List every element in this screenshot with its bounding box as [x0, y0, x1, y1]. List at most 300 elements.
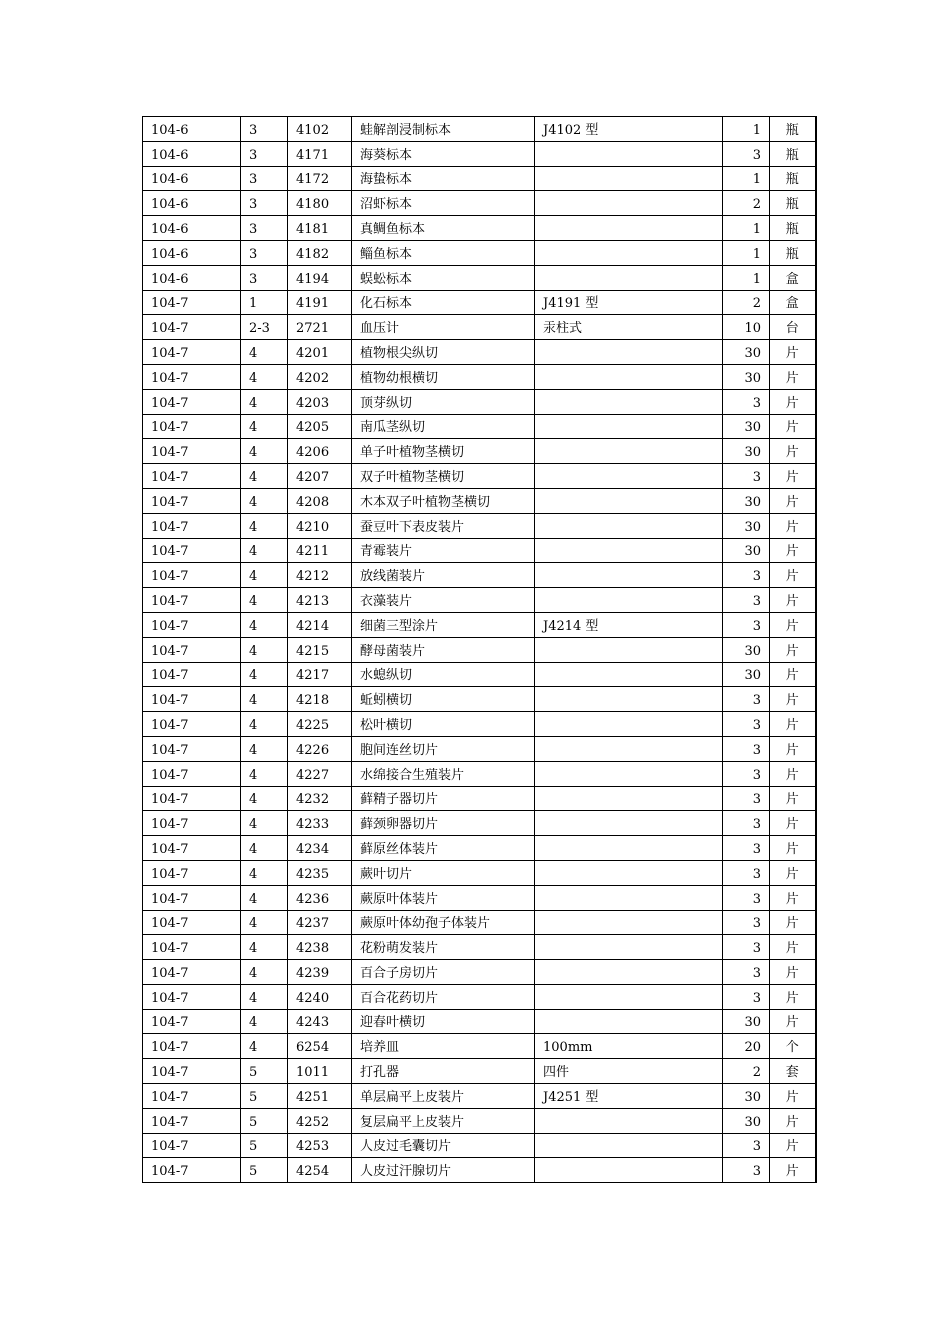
- quantity-cell: 1: [723, 265, 770, 290]
- name-cell: 沼虾标本: [352, 191, 535, 216]
- name-cell: 人皮过毛囊切片: [352, 1133, 535, 1158]
- spec-cell: [535, 1108, 723, 1133]
- code-cell: 4225: [288, 712, 352, 737]
- spec-cell: [535, 141, 723, 166]
- spec-cell: [535, 488, 723, 513]
- grade-cell: 4: [241, 588, 288, 613]
- grade-cell: 4: [241, 836, 288, 861]
- name-cell: 细菌三型涂片: [352, 612, 535, 637]
- name-cell: 百合子房切片: [352, 960, 535, 985]
- code-cell: 4234: [288, 836, 352, 861]
- code-cell: 4217: [288, 662, 352, 687]
- section-cell: 104-7: [143, 662, 241, 687]
- name-cell: 藓精子器切片: [352, 786, 535, 811]
- quantity-cell: 2: [723, 290, 770, 315]
- name-cell: 真鲷鱼标本: [352, 216, 535, 241]
- unit-cell: 片: [770, 464, 816, 489]
- table-row: [143, 364, 816, 389]
- grade-cell: 4: [241, 960, 288, 985]
- name-cell: 植物根尖纵切: [352, 340, 535, 365]
- code-cell: 4243: [288, 1009, 352, 1034]
- grade-cell: 4: [241, 687, 288, 712]
- code-cell: 4237: [288, 910, 352, 935]
- table-row: [143, 1009, 816, 1034]
- spec-cell: [535, 960, 723, 985]
- code-cell: 4239: [288, 960, 352, 985]
- unit-cell: 片: [770, 488, 816, 513]
- unit-cell: 片: [770, 960, 816, 985]
- table-row: [143, 1133, 816, 1158]
- name-cell: 南瓜茎纵切: [352, 414, 535, 439]
- table-row: [143, 315, 816, 340]
- unit-cell: 台: [770, 315, 816, 340]
- section-cell: 104-7: [143, 1133, 241, 1158]
- name-cell: 海蛰标本: [352, 166, 535, 191]
- unit-cell: 片: [770, 563, 816, 588]
- table-row: [143, 265, 816, 290]
- spec-cell: [535, 166, 723, 191]
- section-cell: 104-7: [143, 612, 241, 637]
- table-row: [143, 786, 816, 811]
- spec-cell: [535, 885, 723, 910]
- quantity-cell: 3: [723, 464, 770, 489]
- grade-cell: 4: [241, 563, 288, 588]
- unit-cell: 片: [770, 364, 816, 389]
- quantity-cell: 3: [723, 935, 770, 960]
- quantity-cell: 2: [723, 191, 770, 216]
- grade-cell: 4: [241, 637, 288, 662]
- name-cell: 单子叶植物茎横切: [352, 439, 535, 464]
- code-cell: 4201: [288, 340, 352, 365]
- spec-cell: [535, 836, 723, 861]
- grade-cell: 4: [241, 712, 288, 737]
- quantity-cell: 30: [723, 439, 770, 464]
- code-cell: 4194: [288, 265, 352, 290]
- spec-cell: J4191 型: [535, 290, 723, 315]
- spec-cell: [535, 216, 723, 241]
- spec-cell: [535, 910, 723, 935]
- quantity-cell: 1: [723, 166, 770, 191]
- unit-cell: 片: [770, 637, 816, 662]
- grade-cell: 4: [241, 984, 288, 1009]
- quantity-cell: 1: [723, 216, 770, 241]
- unit-cell: 片: [770, 860, 816, 885]
- section-cell: 104-7: [143, 1108, 241, 1133]
- grade-cell: 4: [241, 414, 288, 439]
- table-row: [143, 141, 816, 166]
- grade-cell: 4: [241, 364, 288, 389]
- section-cell: 104-7: [143, 687, 241, 712]
- spec-cell: [535, 191, 723, 216]
- quantity-cell: 3: [723, 1133, 770, 1158]
- spec-cell: [535, 786, 723, 811]
- section-cell: 104-7: [143, 761, 241, 786]
- code-cell: 4232: [288, 786, 352, 811]
- table-row: [143, 836, 816, 861]
- quantity-cell: 3: [723, 588, 770, 613]
- table-row: [143, 811, 816, 836]
- table-body: [143, 117, 816, 1183]
- grade-cell: 4: [241, 811, 288, 836]
- grade-cell: 4: [241, 389, 288, 414]
- quantity-cell: 1: [723, 117, 770, 142]
- section-cell: 104-7: [143, 364, 241, 389]
- section-cell: 104-6: [143, 216, 241, 241]
- table-row: [143, 166, 816, 191]
- unit-cell: 片: [770, 1084, 816, 1109]
- spec-cell: [535, 340, 723, 365]
- spec-cell: J4102 型: [535, 117, 723, 142]
- unit-cell: 瓶: [770, 216, 816, 241]
- section-cell: 104-6: [143, 265, 241, 290]
- grade-cell: 5: [241, 1084, 288, 1109]
- section-cell: 104-6: [143, 117, 241, 142]
- code-cell: 4207: [288, 464, 352, 489]
- section-cell: 104-7: [143, 1158, 241, 1183]
- grade-cell: 5: [241, 1133, 288, 1158]
- table-row: [143, 488, 816, 513]
- code-cell: 4213: [288, 588, 352, 613]
- table-row: [143, 687, 816, 712]
- inventory-table: [142, 116, 817, 1183]
- quantity-cell: 3: [723, 687, 770, 712]
- spec-cell: [535, 1158, 723, 1183]
- section-cell: 104-7: [143, 290, 241, 315]
- name-cell: 花粉萌发装片: [352, 935, 535, 960]
- table-row: [143, 637, 816, 662]
- quantity-cell: 30: [723, 662, 770, 687]
- table-row: [143, 935, 816, 960]
- grade-cell: 3: [241, 117, 288, 142]
- spec-cell: [535, 513, 723, 538]
- unit-cell: 片: [770, 1158, 816, 1183]
- code-cell: 4226: [288, 736, 352, 761]
- spec-cell: [535, 389, 723, 414]
- table-row: [143, 1084, 816, 1109]
- section-cell: 104-6: [143, 191, 241, 216]
- section-cell: 104-7: [143, 736, 241, 761]
- table-row: [143, 117, 816, 142]
- table-row: [143, 960, 816, 985]
- quantity-cell: 30: [723, 637, 770, 662]
- grade-cell: 4: [241, 662, 288, 687]
- unit-cell: 片: [770, 414, 816, 439]
- quantity-cell: 3: [723, 860, 770, 885]
- name-cell: 胞间连丝切片: [352, 736, 535, 761]
- spec-cell: [535, 662, 723, 687]
- unit-cell: 瓶: [770, 117, 816, 142]
- spec-cell: [535, 240, 723, 265]
- name-cell: 鲻鱼标本: [352, 240, 535, 265]
- section-cell: 104-7: [143, 960, 241, 985]
- spec-cell: [535, 265, 723, 290]
- unit-cell: 片: [770, 811, 816, 836]
- unit-cell: 片: [770, 1009, 816, 1034]
- spec-cell: [535, 563, 723, 588]
- code-cell: 1011: [288, 1059, 352, 1084]
- grade-cell: 4: [241, 910, 288, 935]
- name-cell: 青霉装片: [352, 538, 535, 563]
- grade-cell: 3: [241, 166, 288, 191]
- name-cell: 水绵接合生殖装片: [352, 761, 535, 786]
- section-cell: 104-7: [143, 1084, 241, 1109]
- unit-cell: 片: [770, 935, 816, 960]
- quantity-cell: 3: [723, 761, 770, 786]
- unit-cell: 盒: [770, 265, 816, 290]
- quantity-cell: 3: [723, 712, 770, 737]
- unit-cell: 片: [770, 736, 816, 761]
- name-cell: 血压计: [352, 315, 535, 340]
- unit-cell: 个: [770, 1034, 816, 1059]
- code-cell: 4238: [288, 935, 352, 960]
- name-cell: 化石标本: [352, 290, 535, 315]
- quantity-cell: 2: [723, 1059, 770, 1084]
- name-cell: 单层扁平上皮装片: [352, 1084, 535, 1109]
- quantity-cell: 3: [723, 885, 770, 910]
- name-cell: 顶芽纵切: [352, 389, 535, 414]
- quantity-cell: 30: [723, 364, 770, 389]
- grade-cell: 5: [241, 1158, 288, 1183]
- unit-cell: 片: [770, 538, 816, 563]
- unit-cell: 片: [770, 836, 816, 861]
- name-cell: 人皮过汗腺切片: [352, 1158, 535, 1183]
- unit-cell: 片: [770, 1133, 816, 1158]
- spec-cell: [535, 761, 723, 786]
- grade-cell: 3: [241, 240, 288, 265]
- code-cell: 4211: [288, 538, 352, 563]
- code-cell: 4251: [288, 1084, 352, 1109]
- spec-cell: J4251 型: [535, 1084, 723, 1109]
- quantity-cell: 3: [723, 389, 770, 414]
- quantity-cell: 3: [723, 960, 770, 985]
- code-cell: 4214: [288, 612, 352, 637]
- code-cell: 4212: [288, 563, 352, 588]
- quantity-cell: 3: [723, 786, 770, 811]
- table-row: [143, 290, 816, 315]
- grade-cell: 4: [241, 736, 288, 761]
- table-row: [143, 389, 816, 414]
- unit-cell: 瓶: [770, 240, 816, 265]
- table-row: [143, 712, 816, 737]
- inventory-table-container: [142, 116, 815, 1183]
- section-cell: 104-7: [143, 488, 241, 513]
- quantity-cell: 20: [723, 1034, 770, 1059]
- unit-cell: 瓶: [770, 141, 816, 166]
- spec-cell: [535, 1009, 723, 1034]
- section-cell: 104-7: [143, 414, 241, 439]
- quantity-cell: 3: [723, 1158, 770, 1183]
- grade-cell: 4: [241, 340, 288, 365]
- table-row: [143, 984, 816, 1009]
- unit-cell: 片: [770, 712, 816, 737]
- unit-cell: 片: [770, 786, 816, 811]
- table-row: [143, 761, 816, 786]
- section-cell: 104-7: [143, 712, 241, 737]
- table-row: [143, 910, 816, 935]
- code-cell: 4206: [288, 439, 352, 464]
- spec-cell: [535, 538, 723, 563]
- code-cell: 4203: [288, 389, 352, 414]
- table-row: [143, 414, 816, 439]
- name-cell: 百合花药切片: [352, 984, 535, 1009]
- grade-cell: 5: [241, 1108, 288, 1133]
- section-cell: 104-7: [143, 910, 241, 935]
- unit-cell: 片: [770, 389, 816, 414]
- table-row: [143, 513, 816, 538]
- code-cell: 4181: [288, 216, 352, 241]
- name-cell: 蚯蚓横切: [352, 687, 535, 712]
- name-cell: 木本双子叶植物茎横切: [352, 488, 535, 513]
- section-cell: 104-6: [143, 166, 241, 191]
- section-cell: 104-7: [143, 513, 241, 538]
- name-cell: 酵母菌装片: [352, 637, 535, 662]
- code-cell: 4182: [288, 240, 352, 265]
- name-cell: 藓原丝体装片: [352, 836, 535, 861]
- quantity-cell: 3: [723, 910, 770, 935]
- code-cell: 4235: [288, 860, 352, 885]
- grade-cell: 4: [241, 1009, 288, 1034]
- name-cell: 迎春叶横切: [352, 1009, 535, 1034]
- unit-cell: 片: [770, 687, 816, 712]
- quantity-cell: 3: [723, 141, 770, 166]
- name-cell: 藓颈卵器切片: [352, 811, 535, 836]
- section-cell: 104-7: [143, 786, 241, 811]
- grade-cell: 4: [241, 786, 288, 811]
- section-cell: 104-7: [143, 860, 241, 885]
- table-row: [143, 464, 816, 489]
- section-cell: 104-7: [143, 885, 241, 910]
- grade-cell: 2-3: [241, 315, 288, 340]
- name-cell: 蛙解剖浸制标本: [352, 117, 535, 142]
- table-row: [143, 885, 816, 910]
- name-cell: 放线菌装片: [352, 563, 535, 588]
- quantity-cell: 30: [723, 414, 770, 439]
- name-cell: 蕨叶切片: [352, 860, 535, 885]
- code-cell: 4252: [288, 1108, 352, 1133]
- unit-cell: 片: [770, 340, 816, 365]
- table-row: [143, 439, 816, 464]
- table-row: [143, 1108, 816, 1133]
- spec-cell: 汞柱式: [535, 315, 723, 340]
- table-row: [143, 563, 816, 588]
- spec-cell: [535, 687, 723, 712]
- spec-cell: [535, 364, 723, 389]
- grade-cell: 4: [241, 538, 288, 563]
- code-cell: 4233: [288, 811, 352, 836]
- unit-cell: 片: [770, 439, 816, 464]
- spec-cell: [535, 935, 723, 960]
- code-cell: 6254: [288, 1034, 352, 1059]
- spec-cell: [535, 811, 723, 836]
- section-cell: 104-7: [143, 1059, 241, 1084]
- name-cell: 蕨原叶体幼孢子体装片: [352, 910, 535, 935]
- grade-cell: 4: [241, 1034, 288, 1059]
- quantity-cell: 3: [723, 836, 770, 861]
- name-cell: 打孔器: [352, 1059, 535, 1084]
- spec-cell: [535, 736, 723, 761]
- quantity-cell: 30: [723, 1108, 770, 1133]
- grade-cell: 4: [241, 935, 288, 960]
- table-row: [143, 588, 816, 613]
- table-row: [143, 191, 816, 216]
- grade-cell: 4: [241, 860, 288, 885]
- code-cell: 4215: [288, 637, 352, 662]
- grade-cell: 4: [241, 464, 288, 489]
- quantity-cell: 3: [723, 736, 770, 761]
- name-cell: 蜈蚣标本: [352, 265, 535, 290]
- grade-cell: 1: [241, 290, 288, 315]
- spec-cell: [535, 464, 723, 489]
- spec-cell: 100mm: [535, 1034, 723, 1059]
- spec-cell: J4214 型: [535, 612, 723, 637]
- section-cell: 104-7: [143, 439, 241, 464]
- table-row: [143, 1158, 816, 1183]
- grade-cell: 4: [241, 439, 288, 464]
- section-cell: 104-7: [143, 1034, 241, 1059]
- grade-cell: 3: [241, 141, 288, 166]
- name-cell: 双子叶植物茎横切: [352, 464, 535, 489]
- grade-cell: 3: [241, 216, 288, 241]
- name-cell: 植物幼根横切: [352, 364, 535, 389]
- code-cell: 4171: [288, 141, 352, 166]
- section-cell: 104-7: [143, 984, 241, 1009]
- quantity-cell: 30: [723, 1009, 770, 1034]
- grade-cell: 4: [241, 885, 288, 910]
- section-cell: 104-6: [143, 240, 241, 265]
- section-cell: 104-7: [143, 315, 241, 340]
- unit-cell: 瓶: [770, 166, 816, 191]
- name-cell: 蚕豆叶下表皮装片: [352, 513, 535, 538]
- code-cell: 4227: [288, 761, 352, 786]
- grade-cell: 4: [241, 513, 288, 538]
- table-row: [143, 1034, 816, 1059]
- grade-cell: 4: [241, 612, 288, 637]
- table-row: [143, 240, 816, 265]
- name-cell: 衣藻装片: [352, 588, 535, 613]
- code-cell: 4236: [288, 885, 352, 910]
- quantity-cell: 30: [723, 340, 770, 365]
- grade-cell: 4: [241, 761, 288, 786]
- code-cell: 4102: [288, 117, 352, 142]
- spec-cell: [535, 637, 723, 662]
- quantity-cell: 3: [723, 984, 770, 1009]
- section-cell: 104-7: [143, 340, 241, 365]
- table-row: [143, 612, 816, 637]
- spec-cell: [535, 439, 723, 464]
- table-row: [143, 736, 816, 761]
- name-cell: 蕨原叶体装片: [352, 885, 535, 910]
- unit-cell: 套: [770, 1059, 816, 1084]
- code-cell: 4254: [288, 1158, 352, 1183]
- table-row: [143, 216, 816, 241]
- quantity-cell: 3: [723, 563, 770, 588]
- spec-cell: [535, 588, 723, 613]
- spec-cell: [535, 984, 723, 1009]
- unit-cell: 瓶: [770, 191, 816, 216]
- grade-cell: 3: [241, 265, 288, 290]
- unit-cell: 盒: [770, 290, 816, 315]
- spec-cell: [535, 1133, 723, 1158]
- unit-cell: 片: [770, 1108, 816, 1133]
- section-cell: 104-7: [143, 389, 241, 414]
- section-cell: 104-7: [143, 538, 241, 563]
- spec-cell: 四件: [535, 1059, 723, 1084]
- table-row: [143, 340, 816, 365]
- quantity-cell: 30: [723, 513, 770, 538]
- quantity-cell: 30: [723, 538, 770, 563]
- code-cell: 4218: [288, 687, 352, 712]
- code-cell: 4191: [288, 290, 352, 315]
